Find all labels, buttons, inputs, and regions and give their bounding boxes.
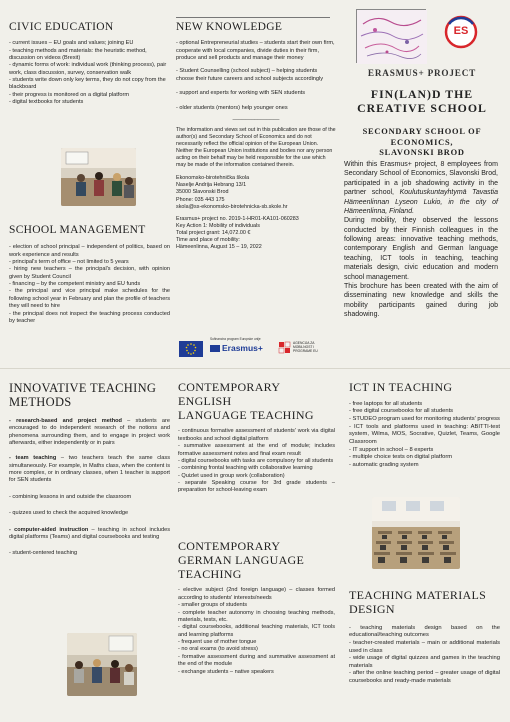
list-item: - teacher-created materials – main or additional materials used in class	[349, 639, 500, 654]
method-name: - research-based and project method	[9, 417, 122, 424]
list-item: - complete teacher autonomy in choosing teaching methods, materials, tests, etc.	[178, 609, 335, 623]
project-line: Key Action 1: Mobility of individuals	[176, 222, 260, 229]
list-item: - dynamic forms of work: individual work (thinking process), pair work, class discussion, survey, conservation walk	[9, 62, 167, 76]
list-item: - ICT tools and platforms used in teaching: ABITTI-test system, Wilma, MOS, Socrative, Quizlet, Teams, Google Classroom	[349, 423, 500, 445]
method-desc: – teaching in school includes digital platforms (Teams) and digital coursebooks and testing	[9, 526, 170, 540]
title-line: TEACHING	[178, 566, 242, 581]
school-logo	[441, 14, 481, 50]
fold-separator	[0, 368, 510, 369]
classroom-photo	[61, 148, 136, 206]
list-item: - the principal does not inspect the teaching process conducted by teacher	[9, 310, 170, 324]
list-item: - combining lessons in and outside the classroom	[9, 493, 132, 500]
contact-line: Ekonomsko-birotehnička škola	[176, 175, 250, 182]
materials-design-text	[349, 625, 500, 686]
list-item: - teaching materials design based on the educational/teaching outcomes	[349, 624, 500, 639]
list-item: - elective subject (2nd foreign language) – classes formed according to students' interests/needs	[178, 587, 335, 601]
list-item: - free digital coursebooks for all students	[349, 408, 454, 415]
project-line: Hämeenlinna, August 15 – 19, 2022	[176, 244, 262, 251]
disclaimer: The information and views set out in this publication are those of the author(s) and Secondary School of Economics and do not necessarily reflect the official opinion of the European Union. Neither the European Union institutions and bodies nor any person acting on their behalf may be held responsible for the use which may be made of the information contained therein.	[176, 127, 336, 169]
list-item: - financing – by the competent ministry and EU funds	[9, 281, 141, 288]
list-item: - wide usage of digital quizzes and games in the teaching materials	[349, 655, 500, 669]
german-teaching-section	[178, 540, 335, 676]
school-name-line: SLAVONSKI BROD	[379, 148, 465, 158]
german-teaching-title	[178, 540, 335, 581]
list-item: - combining frontal teaching with collaborative learning	[178, 465, 313, 472]
method-name: - computer-aided instruction	[9, 526, 89, 533]
list-item: - quizzes used to check the acquired knowledge	[9, 510, 129, 517]
agency-mark-icon	[278, 341, 291, 356]
method-name: - team teaching	[9, 455, 57, 462]
erasmus-logo	[210, 337, 272, 359]
list-item: - free laptops for all students	[349, 400, 423, 407]
contact-line: 35000 Slavonski Brod	[176, 189, 229, 196]
list-item	[9, 455, 170, 485]
project-logo-image	[356, 9, 426, 63]
erasmus-wordmark: Erasmus+	[222, 343, 263, 353]
civic-education-section	[9, 21, 169, 107]
list-item: - student-centered teaching	[9, 550, 78, 557]
title-line: TEACHING MATERIALS	[349, 588, 487, 602]
list-item: - support and experts for working with SEN students	[176, 90, 306, 97]
list-item: - frequent use of mother tongue	[178, 639, 257, 646]
contact-block	[176, 175, 336, 211]
list-item: - summative assessment at the end of module; includes formative assessment notes and final exam result	[178, 443, 335, 457]
contact-email[interactable]: skola@ss-ekonomsko-birotehnicka-sb.skole.hr	[176, 203, 288, 210]
list-item: - digital coursebooks with tasks are compulsory for all students	[178, 457, 334, 464]
list-item: - exchange students – native speakers	[178, 668, 274, 675]
method-desc: – two teachers teach the same class simultaneously. For example, in Maths class, when the content is more complex, or in ordinary classes, when 1 teacher is support for SEN students	[9, 455, 170, 484]
list-item: - optional Entrepreneurial studies – students start their own firm, cooperate with local companies, divide duties in their firm, produce and sell products and manage their money	[176, 40, 335, 61]
german-teaching-text	[178, 587, 335, 676]
observation-text: During mobility, they observed the lessons conducted by their Finnish colleagues in the following areas: innovative teaching methods, contemporary English and German language teaching, ICT tools in teaching, teaching materials design, civic education and modern school management.	[344, 217, 498, 281]
project-line: Time and place of mobility:	[176, 237, 240, 244]
list-item: - continuous formative assessment of students' work via digital textbooks and school digital platform	[178, 428, 335, 442]
agency-name: AGENCIJA ZA MOBILNOST I PROGRAME EU	[293, 341, 318, 353]
innovative-teaching-title	[9, 381, 170, 410]
method-desc: – students are encouraged to do independent research of the notions and phenomena surrounding them, and to engage in project work afterwards, either independently or in pairs	[9, 417, 170, 446]
project-line: Erasmus+ project no. 2019-1-HR01-KA101-060283	[176, 215, 299, 222]
list-item	[9, 418, 170, 448]
title-line: INNOVATIVE TEACHING	[9, 381, 157, 395]
english-teaching-section	[178, 381, 335, 495]
list-item: - STUDEO program used for monitoring students' progress	[349, 416, 500, 423]
school-name-line: SECONDARY SCHOOL OF	[362, 127, 482, 137]
list-item: - students write down only key terms, they do not copy from the blackboard	[9, 77, 166, 91]
list-item: - smaller groups of students	[178, 602, 248, 609]
top-rule	[176, 17, 330, 18]
materials-design-section	[349, 589, 500, 686]
innovative-teaching-text	[9, 418, 170, 558]
list-item: - the principal and vice principal make schedules for the following school year in February and plan the profile of teachers they will need to hire	[9, 288, 170, 310]
school-name-line: ECONOMICS,	[390, 137, 454, 147]
cover-section	[344, 68, 500, 159]
materials-design-title	[349, 589, 500, 617]
innovative-teaching-section	[9, 381, 170, 558]
cover-title-line: FIN(LAN)D THE	[370, 87, 474, 101]
cover-description	[344, 160, 498, 319]
ict-teaching-section	[349, 381, 500, 470]
english-teaching-title	[178, 381, 335, 422]
list-item: - separate Speaking course for 3rd grade students – preparation for school-leaving exam	[178, 480, 335, 494]
title-line: CONTEMPORARY ENGLISH	[178, 380, 280, 408]
title-line: GERMAN LANGUAGE	[178, 552, 305, 567]
civic-education-text	[9, 40, 169, 106]
intro-text: Within this Erasmus+ project, 8 employees from Secondary School of Economics, Slavonski Brod, participated in a job shadowing activity in the partner school,	[344, 161, 498, 197]
cover-title-line: CREATIVE SCHOOL	[357, 101, 487, 116]
cover-title	[344, 87, 500, 115]
agency-logo	[278, 336, 333, 360]
new-knowledge-section	[176, 21, 336, 251]
erasmus-caption: Sufinancira program Europske unije	[210, 337, 261, 341]
list-item: - multiple choice tests on digital platform	[349, 454, 453, 461]
school-management-text	[9, 244, 170, 325]
list-item: - after the online teaching period – greater usage of digital coursebooks and ready-made materials	[349, 670, 500, 685]
list-item: - hiring new teachers – the principal's decision, with opinion given by Student Council	[9, 266, 170, 280]
list-item: - formative assessment during and summative assessment at the end of the module	[178, 653, 335, 668]
title-line: DESIGN	[349, 601, 395, 616]
contact-line: Phone: 035 443 175	[176, 196, 225, 203]
list-item: - current issues – EU goals and values; joining EU	[9, 40, 134, 47]
new-knowledge-text	[176, 40, 336, 113]
list-item: - teaching methods and materials: the heuristic method, discussion on videos (Brexit)	[9, 47, 147, 61]
eu-flag-icon	[179, 341, 203, 357]
list-item: - automatic grading system	[349, 461, 419, 468]
title-line: LANGUAGE TEACHING	[178, 407, 314, 422]
contact-line: Naselje Andrija Hebrang 13/1	[176, 182, 247, 189]
school-name	[344, 127, 500, 159]
erasmus-project-label: ERASMUS+ PROJECT	[367, 68, 477, 78]
school-logo-text: ES	[453, 25, 469, 37]
civic-education-title: CIVIC EDUCATION	[9, 21, 114, 33]
purpose-text: This brochure has been created with the aim of disseminating new knowledge and skills the mobility participants gained during job shadowing.	[344, 282, 498, 318]
list-item: - digital textbooks for students	[9, 99, 84, 106]
list-item: - election of school principal – independent of politics, based on work experience and results	[9, 244, 170, 258]
divider: _______________	[232, 114, 280, 121]
partner-school-name: Koulutuskuntayhtymä Tavastia Hämeenlinnan Lyseon Lukio, in the city of Hämeenlinna, Finland.	[344, 189, 498, 215]
list-item: - Quizlet used in group work (collaboration)	[178, 472, 285, 479]
list-item: - Student Counselling (school subject) – helping students choose their future careers and school subjects accordingly	[176, 68, 324, 82]
english-teaching-text	[178, 428, 335, 494]
ict-teaching-text	[349, 401, 500, 470]
school-management-section	[9, 224, 170, 325]
list-item: - principal's term of office – not limited to 5 years	[9, 258, 129, 265]
exam-hall-photo	[372, 497, 460, 569]
title-line: CONTEMPORARY	[178, 539, 281, 553]
new-knowledge-title: NEW KNOWLEDGE	[176, 21, 283, 33]
project-line: Total project grant: 14,072.00 €	[176, 230, 251, 236]
project-info	[176, 216, 336, 252]
eu-flag-small-icon	[210, 345, 220, 352]
list-item	[9, 527, 170, 542]
list-item: - their progress is monitored on a digital platform	[9, 91, 130, 98]
list-item: - digital coursebooks, additional teaching materials, ICT tools and learning platforms	[178, 624, 335, 638]
list-item: - older students (mentors) help younger ones	[176, 105, 288, 112]
lesson-photo	[67, 633, 137, 696]
list-item: - no oral exams (to avoid stress)	[178, 646, 258, 653]
school-management-title: SCHOOL MANAGEMENT	[9, 224, 146, 236]
list-item: - IT support in school – 8 experts	[349, 446, 434, 453]
title-line: METHODS	[9, 395, 72, 410]
ict-teaching-title: ICT IN TEACHING	[349, 380, 453, 394]
